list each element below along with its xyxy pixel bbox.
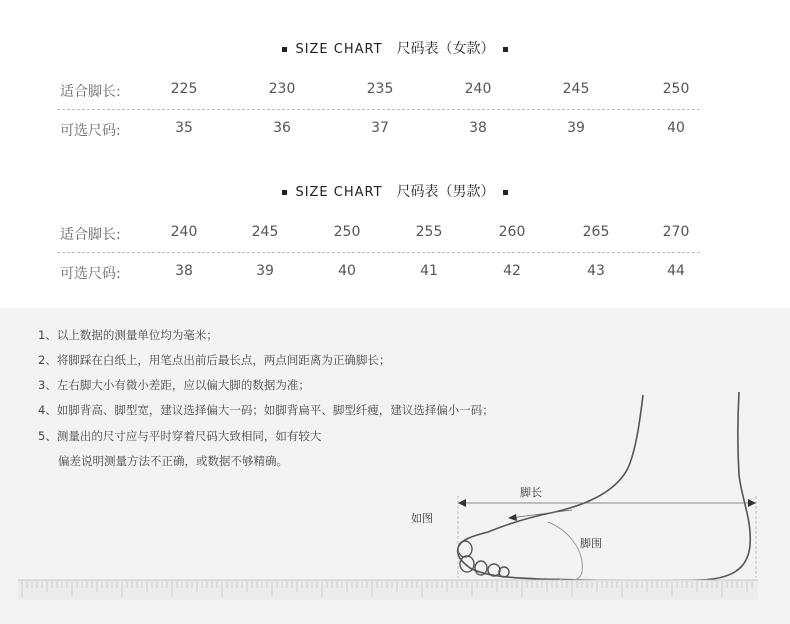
men-size-row [0,263,790,283]
women-size-chart-title [0,38,790,58]
foot-length-cell: 225 [170,81,198,97]
row-label: 可选尺码: [60,123,121,139]
size-cell: 38 [469,120,487,136]
foot-length-cell: 235 [366,81,394,97]
men-title-cn: 尺码表（男款） [396,184,495,200]
note-item: 3、左右脚大小有微小差距，应以偏大脚的数据为准； [38,378,310,392]
foot-length-label: 脚长 [520,486,542,499]
women-title-en: SIZE CHART [295,42,383,57]
toe [499,567,509,577]
pointer-line [510,510,572,518]
divider [57,109,700,110]
women-title-cn: 尺码表（女款） [396,41,495,57]
row-label: 适合脚长: [60,227,121,243]
bullet-icon [282,190,287,195]
note-item: 5、测量出的尺寸应与平时穿着尺码大致相同，如有较大 [38,429,322,443]
size-cell: 36 [273,120,291,136]
toe [488,564,500,576]
row-label: 可选尺码: [60,266,121,282]
note-item: 偏差说明测量方法不正确，或数据不够精确。 [58,454,288,468]
women-size-row [0,120,790,140]
note-item: 2、将脚踩在白纸上，用笔点出前后最长点，两点间距离为正确脚长； [38,353,391,367]
women-foot-length-row [0,81,790,101]
foot-length-cell: 260 [498,224,526,240]
foot-length-cell: 245 [562,81,590,97]
row-label: 适合脚长: [60,84,121,100]
foot-length-cell: 250 [333,224,361,240]
foot-length-cell: 240 [170,224,198,240]
foot-measurement-diagram [0,300,790,624]
foot-length-cell: 245 [251,224,279,240]
size-cell: 42 [503,263,521,279]
note-item: 1、以上数据的测量单位均为毫米； [38,328,218,342]
divider [57,252,700,253]
foot-length-cell: 250 [662,81,690,97]
bullet-icon [282,47,287,52]
size-cell: 37 [371,120,389,136]
arrow-left-icon [508,514,517,521]
size-cell: 39 [567,120,585,136]
bullet-icon [503,47,508,52]
foot-length-cell: 230 [268,81,296,97]
bullet-icon [503,190,508,195]
note-item: 4、如脚背高、脚型宽，建议选择偏大一码；如脚背扁平、脚型纤瘦，建议选择偏小一码； [38,403,494,417]
girth-loop [548,522,582,581]
size-cell: 40 [667,120,685,136]
foot-outline [458,392,751,581]
men-foot-length-row [0,224,790,244]
size-cell: 41 [420,263,438,279]
as-shown-label: 如图 [411,512,433,525]
foot-length-cell: 270 [662,224,690,240]
foot-length-cell: 265 [582,224,610,240]
size-cell: 35 [175,120,193,136]
size-cell: 43 [587,263,605,279]
foot-length-cell: 255 [415,224,443,240]
size-cell: 40 [338,263,356,279]
size-cell: 39 [256,263,274,279]
arrow-right-icon [748,499,756,507]
arrow-left-icon [458,499,466,507]
men-title-en: SIZE CHART [295,185,383,200]
size-cell: 38 [175,263,193,279]
foot-length-cell: 240 [464,81,492,97]
size-cell: 44 [667,263,685,279]
foot-girth-label: 脚围 [580,537,602,550]
men-size-chart-title [0,181,790,201]
toe [458,541,472,557]
toe [460,556,474,572]
